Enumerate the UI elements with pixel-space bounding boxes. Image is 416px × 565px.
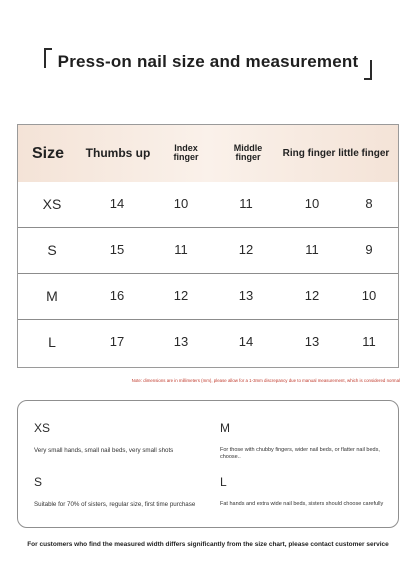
cell-ring: 12 [304, 288, 320, 303]
size-description-text: Fat hands and extra wide nail beds, sisters should choose carefully [220, 501, 384, 507]
cell-thumb: 14 [109, 196, 125, 211]
size-label: L [220, 475, 227, 489]
table-row [18, 274, 398, 320]
cell-thumb: 16 [109, 288, 125, 303]
cell-size: L [48, 334, 56, 350]
cell-middle: 11 [239, 196, 253, 211]
cell-index: 12 [173, 288, 189, 303]
header-size: Size [32, 145, 65, 162]
right-bracket-decoration [364, 60, 372, 80]
size-description-xs [34, 421, 214, 477]
cell-ring: 11 [305, 242, 319, 257]
table-row [18, 320, 398, 366]
cell-size: S [47, 242, 57, 258]
table-row [18, 182, 398, 228]
size-description-l [220, 475, 400, 531]
cell-little: 11 [362, 334, 376, 349]
title-block [0, 48, 416, 82]
measurement-note: Note: dimensions are in millimeters (mm), please allow for a 1-3mm discrepancy due to manual measurement, which is considered normal [131, 378, 400, 383]
cell-little: 8 [365, 196, 373, 211]
cell-thumb: 17 [109, 334, 125, 349]
cell-ring: 13 [304, 334, 320, 349]
size-description-text: For those with chubby fingers, wider nail beds, or flatter nail beds, choose.. [220, 447, 380, 461]
table-header [18, 125, 398, 182]
cell-size: M [46, 288, 58, 304]
header-ring-little-finger: Ring finger little finger [282, 148, 390, 159]
size-description-m [220, 421, 400, 477]
size-description-box [17, 400, 399, 528]
size-label: M [220, 421, 230, 435]
cell-middle: 13 [238, 288, 254, 303]
header-index-finger: Index finger [173, 143, 199, 163]
page-title: Press-on nail size and measurement [57, 52, 359, 71]
size-description-text: Very small hands, small nail beds, very small shots [34, 447, 174, 454]
cell-little: 10 [361, 288, 377, 303]
cell-index: 11 [174, 242, 188, 257]
cell-middle: 12 [238, 242, 254, 257]
table-row [18, 228, 398, 274]
size-label: S [34, 475, 43, 489]
size-table [17, 124, 399, 368]
size-description-text: Suitable for 70% of sisters, regular size, first time purchase [34, 501, 196, 508]
footer-contact-note: For customers who find the measured width differs significantly from the size chart, please contact customer service [27, 541, 389, 548]
cell-index: 13 [173, 334, 189, 349]
cell-size: XS [42, 196, 62, 212]
cell-middle: 14 [238, 334, 254, 349]
size-description-s [34, 475, 214, 531]
header-thumb: Thumbs up [85, 146, 151, 160]
cell-little: 9 [365, 242, 373, 257]
cell-ring: 10 [304, 196, 320, 211]
header-middle-finger: Middle finger [233, 143, 263, 163]
cell-index: 10 [173, 196, 189, 211]
cell-thumb: 15 [109, 242, 125, 257]
size-label: XS [34, 421, 51, 435]
